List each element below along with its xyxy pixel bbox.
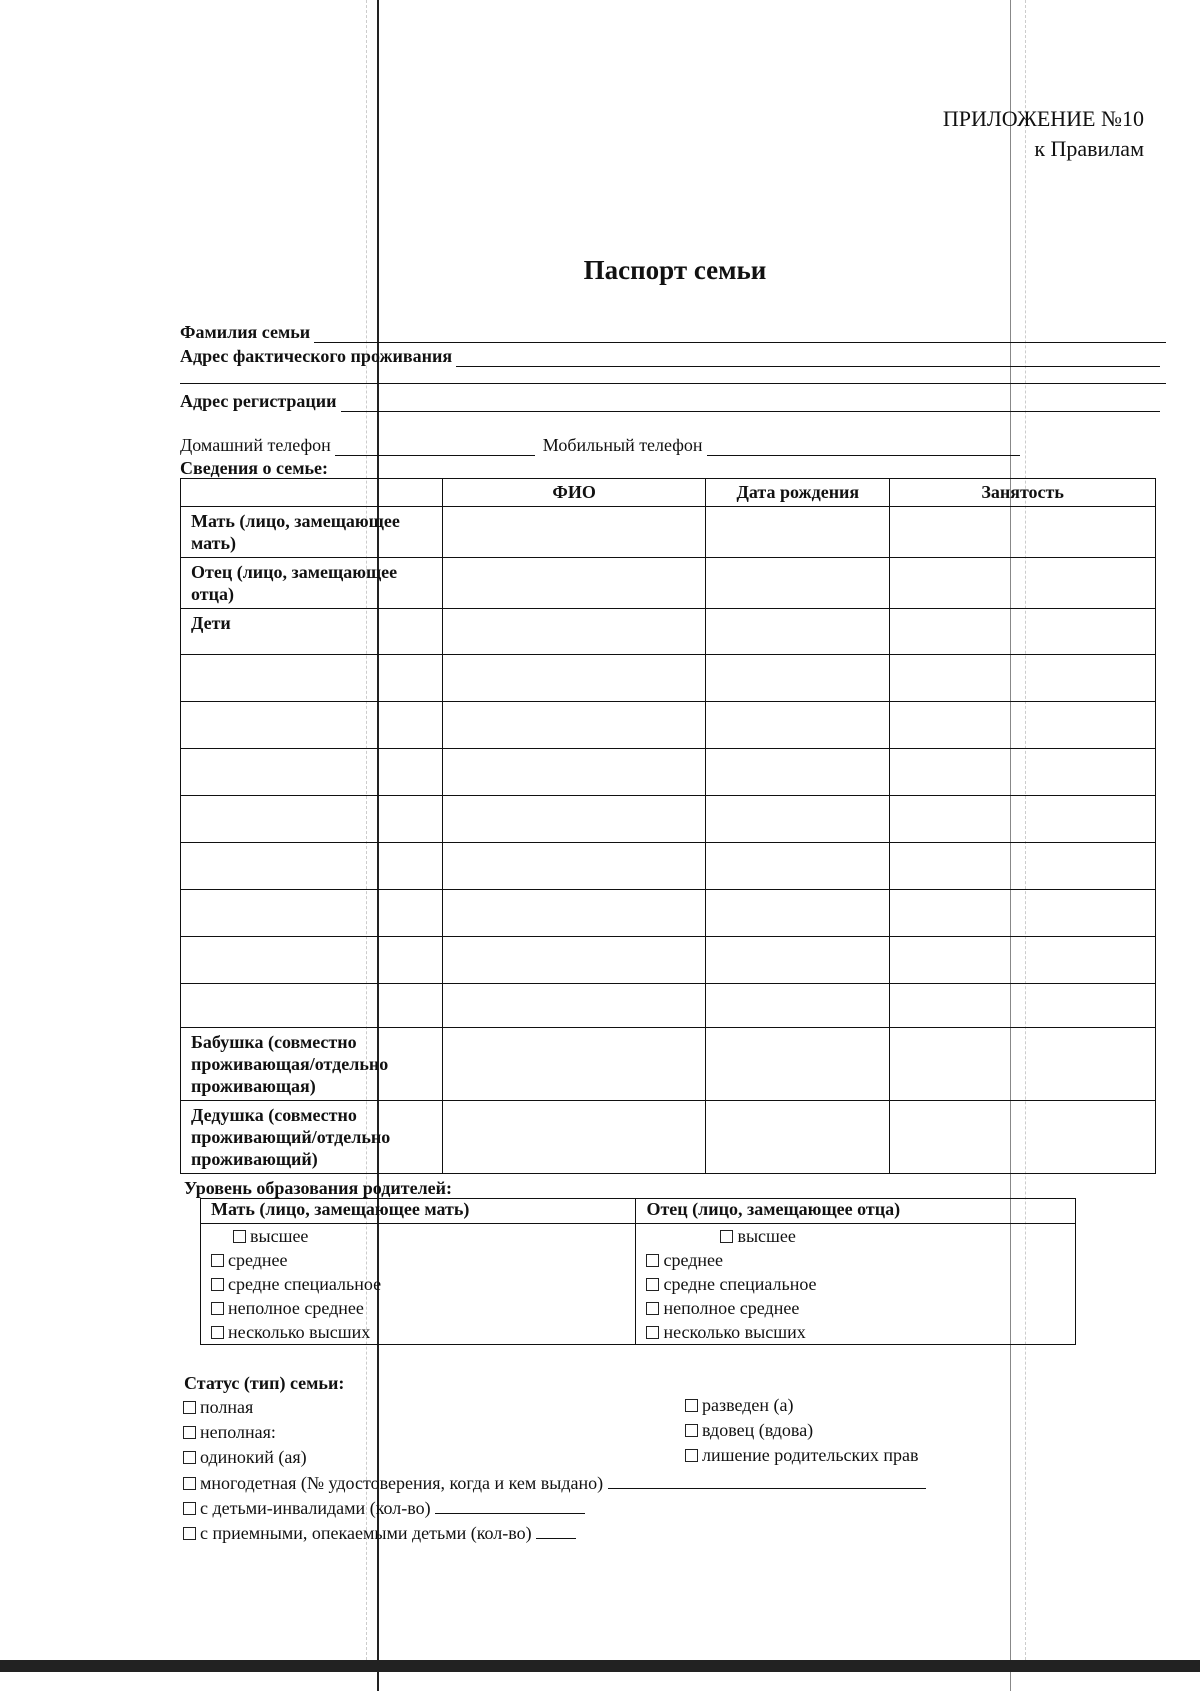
education-table (200, 1198, 1076, 1345)
mother-education-options (201, 1224, 636, 1345)
table-row (181, 890, 1156, 937)
table-cell[interactable] (890, 702, 1156, 749)
option-secondary[interactable]: среднее (211, 1248, 625, 1272)
disabled-children-fill-line[interactable] (435, 1497, 585, 1514)
home-phone-line[interactable] (335, 439, 535, 456)
table-cell[interactable] (706, 796, 890, 843)
table-cell[interactable] (181, 702, 443, 749)
checkbox-icon[interactable] (685, 1424, 698, 1437)
table-cell[interactable] (442, 558, 706, 609)
column-header-occupation: Занятость (890, 479, 1156, 507)
mobile-phone-line[interactable] (707, 439, 1020, 456)
table-cell[interactable] (442, 937, 706, 984)
table-cell[interactable] (442, 655, 706, 702)
family-table-header (181, 479, 1156, 507)
column-header-birth-date: Дата рождения (706, 479, 890, 507)
table-cell[interactable] (442, 609, 706, 655)
home-phone-label: Домашний телефон (180, 435, 331, 455)
table-cell[interactable] (181, 890, 443, 937)
family-name-line[interactable] (314, 326, 1166, 343)
checkbox-icon[interactable] (211, 1326, 224, 1339)
actual-address-line-2[interactable] (180, 383, 1166, 384)
checkbox-icon[interactable] (183, 1401, 196, 1414)
family-name-label: Фамилия семьи (180, 322, 311, 342)
checkbox-icon[interactable] (183, 1451, 196, 1464)
status-single[interactable]: одинокий (ая) (183, 1447, 307, 1468)
option-incomplete-secondary[interactable]: неполное среднее (211, 1296, 625, 1320)
actual-address-field (180, 346, 1160, 367)
option-vocational[interactable]: средне специальное (646, 1272, 1065, 1296)
table-cell[interactable] (890, 609, 1156, 655)
table-row (181, 1028, 1156, 1101)
father-column-header: Отец (лицо, замещающее отца) (636, 1199, 1076, 1224)
table-cell[interactable] (442, 843, 706, 890)
table-row (181, 609, 1156, 655)
table-cell[interactable] (442, 890, 706, 937)
family-info-label: Сведения о семье: (180, 458, 329, 478)
checkbox-icon[interactable] (646, 1302, 659, 1315)
table-cell[interactable] (890, 558, 1156, 609)
table-cell[interactable] (181, 749, 443, 796)
status-large-family[interactable]: многодетная (№ удостоверения, когда и кем выдано) (183, 1472, 926, 1494)
appendix-header (943, 104, 1144, 164)
registration-address-label: Адрес регистрации (180, 391, 337, 411)
table-cell[interactable] (890, 655, 1156, 702)
table-cell[interactable] (890, 1101, 1156, 1174)
row-label-grandmother: Бабушка (совместно проживающая/отдельно проживающая) (181, 1028, 443, 1101)
table-cell[interactable] (181, 796, 443, 843)
foster-children-fill-line[interactable] (536, 1522, 576, 1539)
checkbox-icon[interactable] (646, 1278, 659, 1291)
actual-address-label: Адрес фактического проживания (180, 346, 453, 366)
education-options-row (201, 1224, 1076, 1345)
education-title: Уровень образования родителей: (184, 1178, 453, 1198)
option-higher[interactable]: высшее (211, 1224, 625, 1248)
table-cell[interactable] (706, 609, 890, 655)
table-row (181, 558, 1156, 609)
appendix-subtitle: к Правилам (1034, 136, 1144, 161)
table-cell[interactable] (890, 749, 1156, 796)
checkbox-icon[interactable] (646, 1326, 659, 1339)
checkbox-icon[interactable] (183, 1426, 196, 1439)
option-higher[interactable]: высшее (646, 1224, 1065, 1248)
phone-fields (180, 435, 1020, 456)
table-row (181, 507, 1156, 558)
mobile-phone-label: Мобильный телефон (542, 435, 703, 455)
table-cell[interactable] (890, 984, 1156, 1028)
table-row (181, 702, 1156, 749)
checkbox-icon[interactable] (183, 1527, 196, 1540)
family-table (180, 478, 1156, 1174)
mother-column-header: Мать (лицо, замещающее мать) (201, 1199, 636, 1224)
table-row (181, 937, 1156, 984)
appendix-number: ПРИЛОЖЕНИЕ №10 (942, 106, 1144, 131)
table-cell[interactable] (442, 749, 706, 796)
status-parental-rights-deprived[interactable]: лишение родительских прав (685, 1445, 919, 1466)
table-cell[interactable] (442, 1028, 706, 1101)
father-education-options (636, 1224, 1076, 1345)
registration-address-field (180, 391, 1160, 412)
table-cell[interactable] (706, 1028, 890, 1101)
checkbox-icon[interactable] (211, 1278, 224, 1291)
checkbox-icon[interactable] (183, 1502, 196, 1515)
row-label-children: Дети (181, 609, 443, 655)
option-several-higher[interactable]: несколько высших (646, 1320, 1065, 1344)
table-cell[interactable] (442, 796, 706, 843)
family-name-field (180, 322, 1166, 343)
status-divorced[interactable]: разведен (а) (685, 1395, 794, 1416)
table-cell[interactable] (442, 702, 706, 749)
checkbox-icon[interactable] (720, 1230, 733, 1243)
table-cell[interactable] (706, 507, 890, 558)
status-widowed[interactable]: вдовец (вдова) (685, 1420, 813, 1441)
status-title: Статус (тип) семьи: (184, 1373, 345, 1393)
status-incomplete[interactable]: неполная: (183, 1422, 276, 1443)
table-cell[interactable] (706, 984, 890, 1028)
table-row (181, 655, 1156, 702)
option-several-higher[interactable]: несколько высших (211, 1320, 625, 1344)
table-cell[interactable] (706, 890, 890, 937)
table-cell[interactable] (890, 890, 1156, 937)
column-header (181, 479, 443, 507)
table-cell[interactable] (706, 843, 890, 890)
checkbox-icon[interactable] (685, 1399, 698, 1412)
table-cell[interactable] (706, 937, 890, 984)
table-cell[interactable] (890, 937, 1156, 984)
option-vocational[interactable]: средне специальное (211, 1272, 625, 1296)
table-cell[interactable] (181, 655, 443, 702)
document-title: Паспорт семьи (583, 255, 767, 285)
table-cell[interactable] (890, 507, 1156, 558)
table-cell[interactable] (442, 507, 706, 558)
table-cell[interactable] (442, 984, 706, 1028)
table-row (181, 1101, 1156, 1174)
table-cell[interactable] (706, 749, 890, 796)
table-cell[interactable] (706, 558, 890, 609)
option-incomplete-secondary[interactable]: неполное среднее (646, 1296, 1065, 1320)
row-label-father: Отец (лицо, замещающее отца) (181, 558, 443, 609)
table-cell[interactable] (706, 1101, 890, 1174)
table-row (181, 984, 1156, 1028)
checkbox-icon[interactable] (211, 1302, 224, 1315)
table-cell[interactable] (181, 937, 443, 984)
scan-bottom-border (0, 1660, 1200, 1672)
status-disabled-children[interactable]: с детьми-инвалидами (кол-во) (183, 1497, 585, 1519)
registration-address-line[interactable] (341, 395, 1160, 412)
status-foster-children[interactable]: с приемными, опекаемыми детьми (кол-во) (183, 1522, 576, 1544)
table-cell[interactable] (890, 796, 1156, 843)
table-cell[interactable] (442, 1101, 706, 1174)
status-complete[interactable]: полная (183, 1397, 253, 1418)
table-cell[interactable] (181, 843, 443, 890)
row-label-mother: Мать (лицо, замещающее мать) (181, 507, 443, 558)
table-row (181, 749, 1156, 796)
table-cell[interactable] (706, 702, 890, 749)
table-cell[interactable] (181, 984, 443, 1028)
education-header-row (201, 1199, 1076, 1224)
checkbox-icon[interactable] (183, 1477, 196, 1490)
checkbox-icon[interactable] (646, 1254, 659, 1267)
large-family-fill-line[interactable] (608, 1472, 926, 1489)
checkbox-icon[interactable] (211, 1254, 224, 1267)
column-header-fio: ФИО (442, 479, 706, 507)
table-row (181, 843, 1156, 890)
table-row (181, 796, 1156, 843)
checkbox-icon[interactable] (233, 1230, 246, 1243)
table-cell[interactable] (890, 1028, 1156, 1101)
option-secondary[interactable]: среднее (646, 1248, 1065, 1272)
row-label-grandfather: Дедушка (совместно проживающий/отдельно проживающий) (181, 1101, 443, 1174)
checkbox-icon[interactable] (685, 1449, 698, 1462)
table-cell[interactable] (706, 655, 890, 702)
actual-address-line[interactable] (456, 350, 1160, 367)
table-cell[interactable] (890, 843, 1156, 890)
